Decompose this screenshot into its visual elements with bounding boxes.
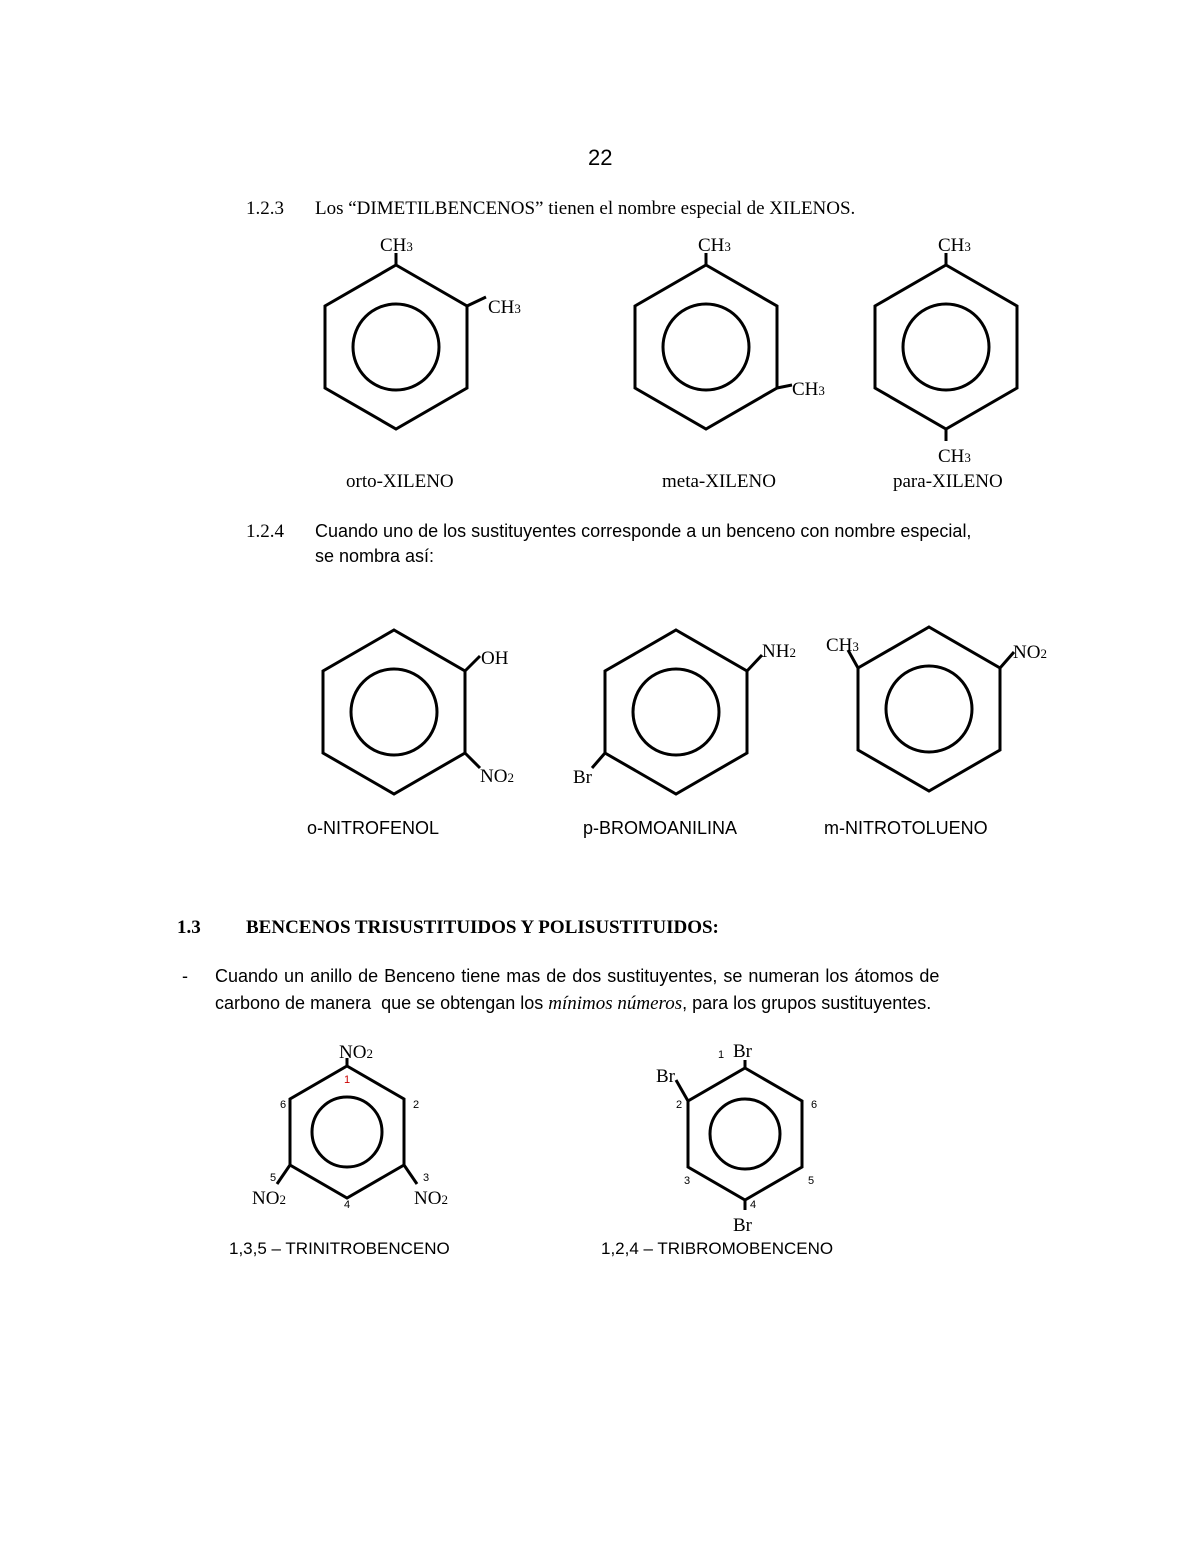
meta-xylene-name: meta-XILENO (662, 471, 776, 492)
para-xylene-structure (875, 235, 1017, 467)
no2-label: NO (1013, 642, 1041, 663)
ring-number-5: 5 (270, 1172, 277, 1184)
minimos-numeros-emphasis: mínimos números (548, 993, 683, 1014)
ring-number-4: 4 (344, 1199, 351, 1211)
bullet-dash: - (182, 966, 188, 986)
ch3-label: CH (488, 297, 515, 318)
no2-label: NO (480, 766, 508, 787)
svg-text:CH3: CH3 (380, 235, 413, 256)
o-nitrophenol-structure (323, 630, 514, 794)
ring-number-4: 4 (750, 1199, 757, 1211)
ring-number-5: 5 (808, 1175, 815, 1187)
svg-text:CH3: CH3 (792, 379, 825, 400)
m-nitrotoluene-structure (826, 627, 1047, 791)
no2-label: NO (339, 1042, 367, 1063)
section-1-3-line-1: Cuando un anillo de Benceno tiene mas de dos sustituyentes, se numeran los átomos de (215, 966, 940, 986)
section-1-2-4-line-1: Cuando uno de los sustituyentes corresponde a un benceno con nombre especial, (315, 521, 972, 541)
ring-number-1: 1 (344, 1074, 351, 1086)
br-label: Br (573, 767, 592, 788)
trinitrobenzene-name: 1,3,5 – TRINITROBENCENO (229, 1239, 450, 1258)
meta-xylene-structure (635, 235, 825, 429)
ring-number-2: 2 (413, 1099, 420, 1111)
o-nitrophenol-name: o-NITROFENOL (307, 818, 440, 838)
tribromobenzene-structure (656, 1041, 817, 1236)
section-1-3-line-2: carbono de manera que se obtengan los mínimos números, para los grupos sustituyentes. (215, 993, 932, 1014)
svg-text:NO2: NO2 (414, 1188, 448, 1209)
svg-text:CH3: CH3 (938, 446, 971, 467)
ortho-xylene-structure (325, 235, 521, 429)
ch3-label: CH (698, 235, 725, 256)
trinitrobenzene-structure (252, 1042, 448, 1211)
svg-text:NO2: NO2 (339, 1042, 373, 1063)
svg-text:CH3: CH3 (488, 297, 521, 318)
svg-text:CH3: CH3 (826, 635, 859, 656)
no2-label: NO (252, 1188, 280, 1209)
br-label: Br (733, 1041, 752, 1062)
ring-number-3: 3 (423, 1172, 430, 1184)
ring-number-2: 2 (676, 1099, 683, 1111)
oh-label: OH (481, 648, 509, 669)
br-label: Br (733, 1215, 752, 1236)
ch3-label: CH (380, 235, 407, 256)
section-1-3-title: BENCENOS TRISUSTITUIDOS Y POLISUSTITUIDOS: (246, 917, 719, 938)
section-1-2-3-number: 1.2.3 (246, 198, 284, 219)
p-bromoaniline-name: p-BROMOANILINA (583, 818, 738, 838)
ring-number-1: 1 (718, 1049, 725, 1061)
tribromobenzene-name: 1,2,4 – TRIBROMOBENCENO (601, 1239, 834, 1258)
para-xylene-name: para-XILENO (893, 471, 1003, 492)
svg-text:NH2: NH2 (762, 641, 796, 662)
ch3-label: CH (792, 379, 819, 400)
ring-number-6: 6 (811, 1099, 818, 1111)
ch3-label: CH (826, 635, 853, 656)
br-label: Br (656, 1066, 675, 1087)
m-nitrotoluene-name: m-NITROTOLUENO (824, 818, 988, 838)
svg-text:NO2: NO2 (252, 1188, 286, 1209)
ring-number-6: 6 (280, 1099, 287, 1111)
section-1-2-3-text: Los “DIMETILBENCENOS” tienen el nombre especial de XILENOS. (315, 198, 856, 219)
no2-label: NO (414, 1188, 442, 1209)
svg-text:NO2: NO2 (480, 766, 514, 787)
svg-text:CH3: CH3 (698, 235, 731, 256)
section-1-3-number: 1.3 (177, 917, 201, 938)
nh2-label: NH (762, 641, 790, 662)
ch3-label: CH (938, 446, 965, 467)
page-number: 22 (588, 145, 613, 170)
svg-text:CH3: CH3 (938, 235, 971, 256)
ortho-xylene-name: orto-XILENO (346, 471, 454, 492)
ring-number-3: 3 (684, 1175, 691, 1187)
section-1-2-4-line-2: se nombra así: (315, 546, 435, 566)
p-bromoaniline-structure (573, 630, 796, 794)
ch3-label: CH (938, 235, 965, 256)
svg-text:NO2: NO2 (1013, 642, 1047, 663)
section-1-2-4-number: 1.2.4 (246, 521, 284, 542)
